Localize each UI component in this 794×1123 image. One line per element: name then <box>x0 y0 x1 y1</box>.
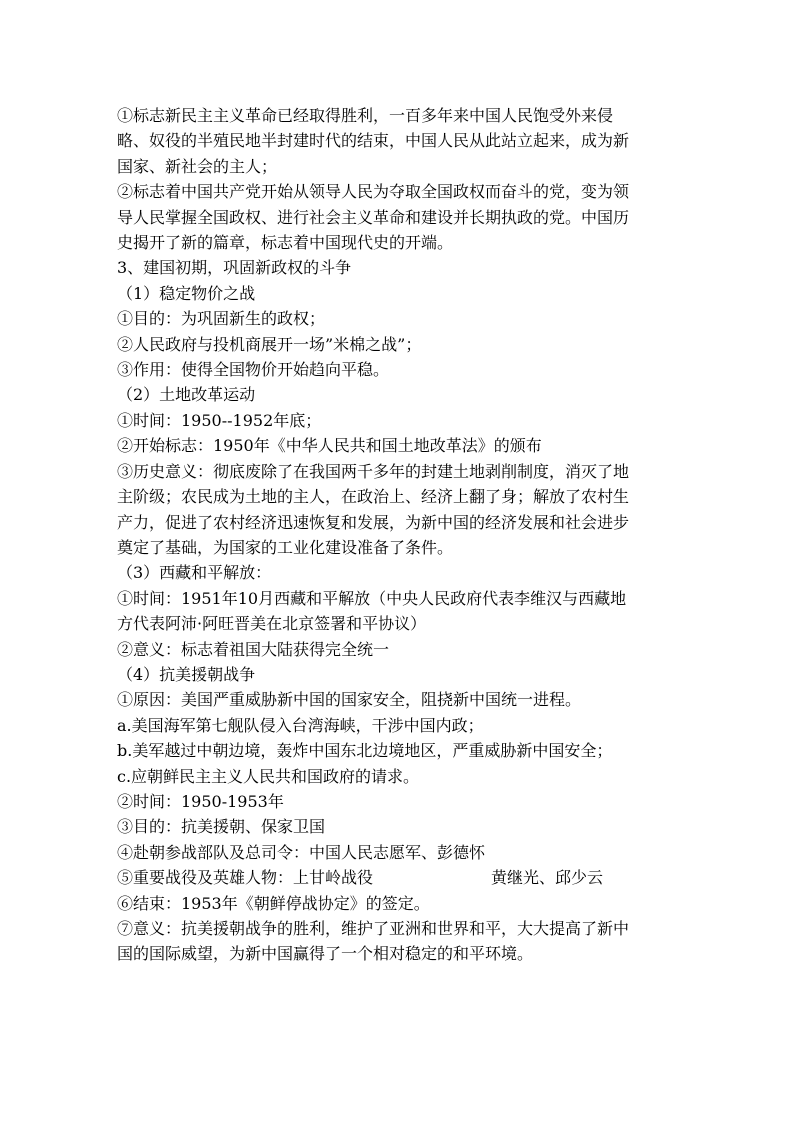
text-line: ③目的：抗美援朝、保家卫国 <box>117 817 326 837</box>
text-line: 奠定了基础，为国家的工业化建设准备了条件。 <box>117 537 454 557</box>
text-line: ③历史意义：彻底废除了在我国两千多年的封建土地剥削制度，消灭了地 <box>117 461 630 481</box>
subsection-heading: （3）西藏和平解放： <box>117 563 272 583</box>
text-line: ③作用：使得全国物价开始趋向平稳。 <box>117 360 390 380</box>
battle-line-left: ⑤重要战役及英雄人物：上甘岭战役 <box>117 868 374 888</box>
text-line: ②人民政府与投机商展开一场”米棉之战”； <box>117 334 422 354</box>
text-line: 产力，促进了农村经济迅速恢复和发展，为新中国的经济发展和社会进步 <box>117 512 630 532</box>
document-page <box>117 103 677 967</box>
text-line: ②时间：1950-1953年 <box>117 791 284 811</box>
text-line: c.应朝鲜民主主义人民共和国政府的请求。 <box>117 766 420 786</box>
text-line: ⑦意义：抗美援朝战争的胜利，维护了亚洲和世界和平，大大提高了新中 <box>117 919 630 938</box>
text-line: ①标志新民主主义革命已经取得胜利，一百多年来中国人民饱受外来侵 <box>117 106 614 125</box>
text-line: 史揭开了新的篇章，标志着中国现代史的开端。 <box>117 233 454 253</box>
text-line: ②标志着中国共产党开始从领导人民为夺取全国政权而奋斗的党，变为领 <box>117 182 630 202</box>
text-line: ⑥结束：1953年《朝鲜停战协定》的签定。 <box>117 893 430 913</box>
section-heading: 3、建国初期，巩固新政权的斗争 <box>117 258 352 278</box>
text-line: 主阶级；农民成为土地的主人，在政治上、经济上翻了身；解放了农村生 <box>117 487 630 507</box>
text-line: ④赴朝参战部队及总司令：中国人民志愿军、彭德怀 <box>117 842 486 862</box>
text-line: 国的国际威望，为新中国赢得了一个相对稳定的和平环境。 <box>117 944 534 964</box>
battle-line <box>117 865 677 890</box>
text-line: ①时间：1950--1952年底； <box>117 410 322 430</box>
text-line: 导人民掌握全国政权、进行社会主义革命和建设并长期执政的党。中国历 <box>117 207 630 227</box>
battle-line-right: 黄继光、邱少云 <box>491 868 604 888</box>
text-line: 略、奴役的半殖民地半封建时代的结束，中国人民从此站立起来，成为新 <box>117 131 630 151</box>
text-line: ②开始标志：1950年《中华人民共和国土地改革法》的颁布 <box>117 436 542 456</box>
text-line: a.美国海军第七舰队侵入台湾海峡，干涉中国内政； <box>117 715 484 735</box>
text-line: ①时间：1951年10月西藏和平解放（中央人民政府代表李维汉与西藏地 <box>117 588 627 608</box>
subsection-heading: （1）稳定物价之战 <box>117 283 256 303</box>
text-line: b.美军越过中朝边境，轰炸中国东北边境地区，严重威胁新中国安全； <box>117 741 613 761</box>
text-line: ②意义：标志着祖国大陆获得完全统一 <box>117 639 390 659</box>
text-line: 方代表阿沛·阿旺晋美在北京签署和平协议） <box>117 614 427 634</box>
text-line: ①目的：为巩固新生的政权； <box>117 309 326 329</box>
text-line: 国家、新社会的主人； <box>117 156 278 176</box>
subsection-heading: （2）土地改革运动 <box>117 385 256 405</box>
subsection-heading: （4）抗美援朝战争 <box>117 664 256 684</box>
text-line: ①原因：美国严重威胁新中国的国家安全，阻挠新中国统一进程。 <box>117 690 582 710</box>
